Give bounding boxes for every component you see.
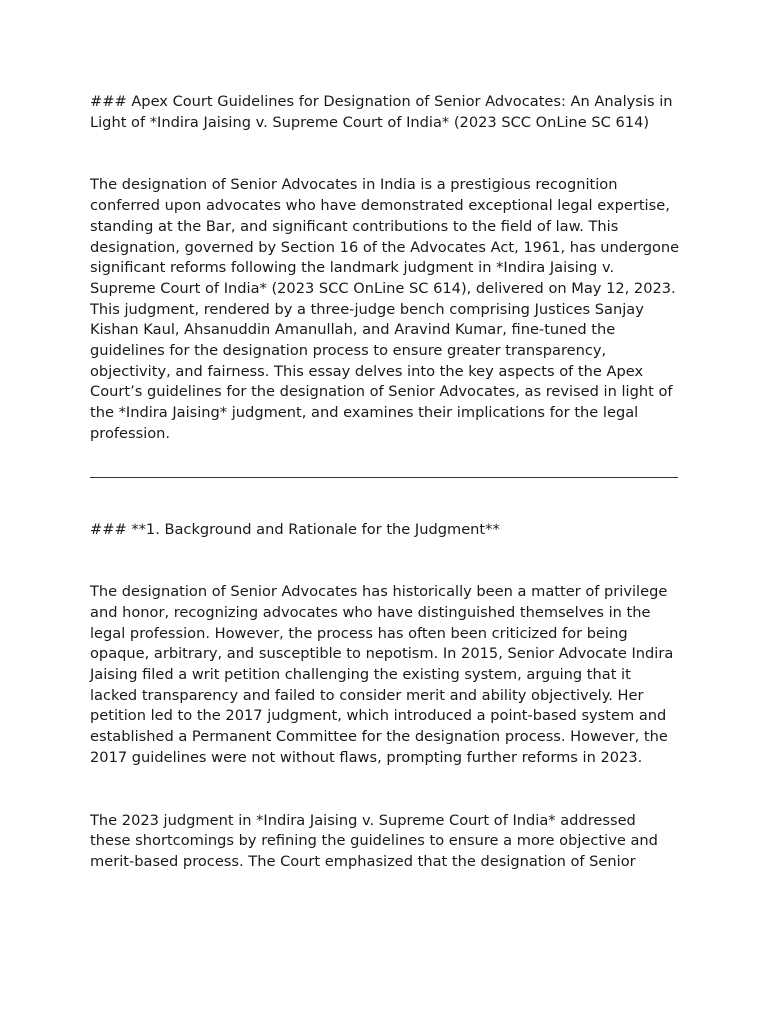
section-heading: ### **1. Background and Rationale for the Judgment** bbox=[90, 520, 500, 538]
body-paragraph-continued: The 2023 judgment in *Indira Jaising v. Supreme Court of India* addressed these shortcomings by refining the guidelines to ensure a more objective and merit-based process. The Court emphasized that the designation of Senior bbox=[90, 811, 658, 870]
intro-paragraph: The designation of Senior Advocates in India is a prestigious recognition conferred upon advocates who have demonstrated exceptional legal expertise, standing at the Bar, and significant contributions to the field of law. This designation, governed by Section 16 of the Advocates Act, 1961, has undergone significant reforms following the landmark judgment in *Indira Jaising v. Supreme Court of India* (2023 SCC OnLine SC 614), delivered on May 12, 2023. This judgment, rendered by a three-judge bench comprising Justices Sanjay Kishan Kaul, Ahsanuddin Amanullah, and Aravind Kumar, fine-tuned the guidelines for the designation process to ensure greater transparency, objectivity, and fairness. This essay delves into the key aspects of the Apex Court’s guidelines for the designation of Senior Advocates, as revised in light of the *Indira Jaising* judgment, and examines their implications for the legal profession. bbox=[90, 176, 680, 442]
horizontal-divider bbox=[90, 477, 678, 478]
body-paragraph: The designation of Senior Advocates has historically been a matter of privilege and honor, recognizing advocates who have distinguished themselves in the legal profession. However, the process has often been criticized for being opaque, arbitrary, and susceptible to nepotism. In 2015, Senior Advocate Indira Jaising filed a writ petition challenging the existing system, arguing that it lacked transparency and failed to consider merit and ability objectively. Her petition led to the 2017 judgment, which introduced a point-based system and established a Permanent Committee for the designation process. However, the 2017 guidelines were not without flaws, prompting further reforms in 2023. bbox=[90, 583, 674, 766]
document-page bbox=[90, 92, 680, 873]
document-title: ### Apex Court Guidelines for Designation of Senior Advocates: An Analysis in Light of *Indira Jaising v. Supreme Court of India* (2023 SCC OnLine SC 614) bbox=[90, 93, 673, 131]
